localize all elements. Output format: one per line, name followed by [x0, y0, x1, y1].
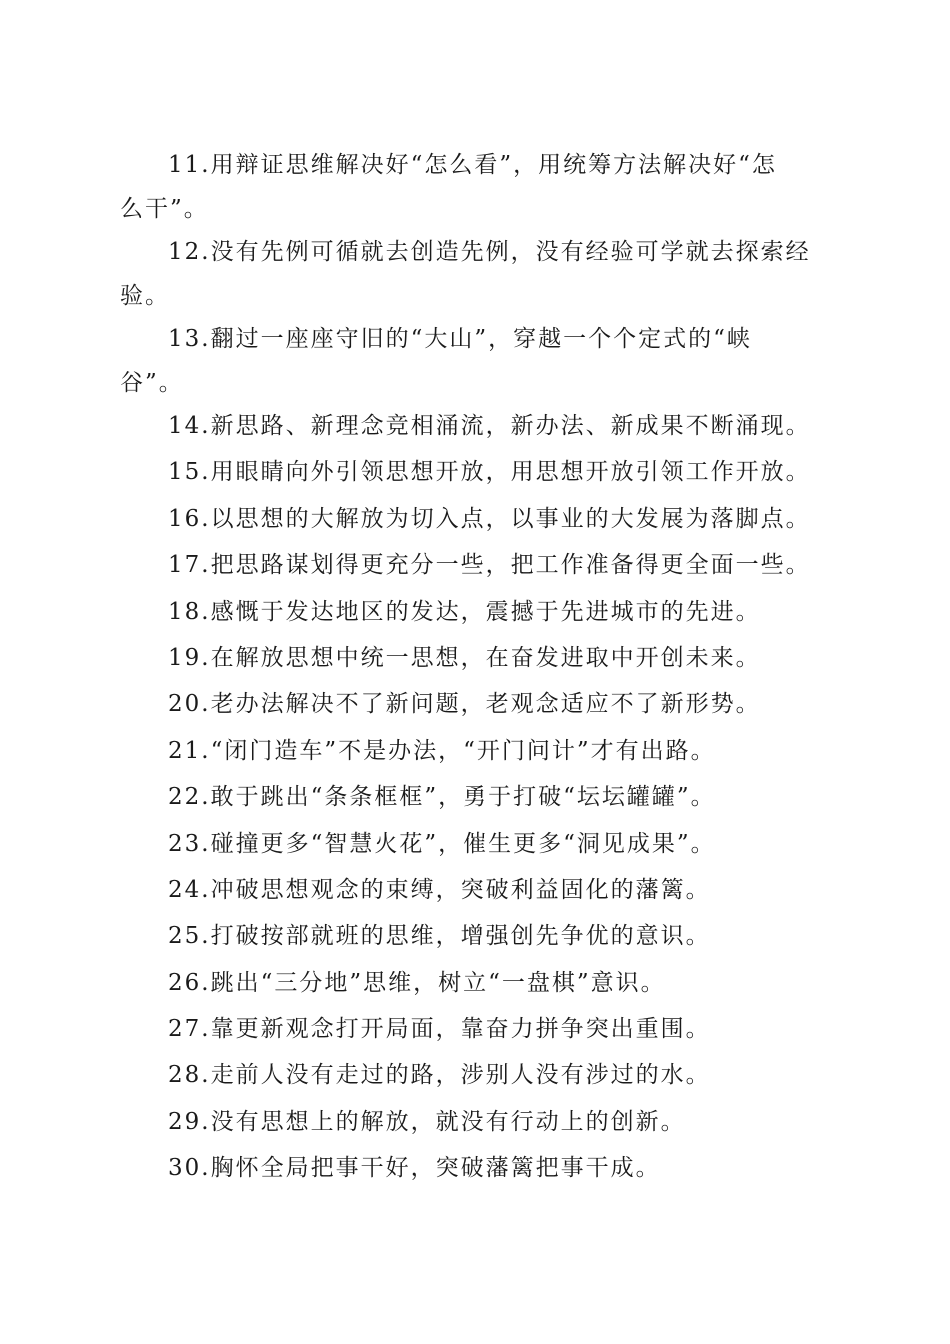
list-item: 16.以思想的大解放为切入点，以事业的大发展为落脚点。: [168, 505, 811, 532]
list-item-line: 么干”。: [120, 195, 209, 222]
list-item: 17.把思路谋划得更充分一些，把工作准备得更全面一些。: [168, 552, 811, 579]
list-item: 27.靠更新观念打开局面，靠奋力拼争突出重围。: [168, 1016, 711, 1043]
list-item: [120, 143, 826, 230]
list-item: 23.碰撞更多“智慧火花”，催生更多“洞见成果”。: [168, 830, 716, 857]
list-item: 25.打破按部就班的思维，增强创先争优的意识。: [168, 923, 711, 950]
list-item: 22.敢于跳出“条条框框”，勇于打破“坛坛罐罐”。: [168, 784, 716, 811]
document-body: [120, 143, 826, 1193]
list-item: 28.走前人没有走过的路，涉别人没有涉过的水。: [168, 1062, 711, 1089]
list-item: [120, 317, 826, 404]
list-item: 24.冲破思想观念的束缚，突破利益固化的藩篱。: [168, 876, 711, 903]
list-item-line: 12.没有先例可循就去创造先例，没有经验可学就去探索经: [168, 239, 811, 265]
list-item: 18.感慨于发达地区的发达，震撼于先进城市的先进。: [168, 598, 761, 625]
list-item: 14.新思路、新理念竞相涌流，新办法、新成果不断涌现。: [168, 413, 811, 439]
list-item: [120, 230, 826, 317]
list-item: 26.跳出“三分地”思维，树立“一盘棋”意识。: [168, 969, 666, 996]
list-item: 15.用眼睛向外引领思想开放，用思想开放引领工作开放。: [168, 459, 811, 486]
list-item-line: 11.用辩证思维解决好“怎么看”，用统筹方法解决好“怎: [168, 152, 777, 178]
list-item-line: 谷”。: [120, 369, 184, 396]
list-item: 30.胸怀全局把事干好，突破藩篱把事干成。: [168, 1155, 661, 1182]
list-item-line: 13.翻过一座座守旧的“大山”，穿越一个个定式的“峡: [168, 326, 752, 352]
list-item: 20.老办法解决不了新问题，老观念适应不了新形势。: [168, 691, 761, 718]
list-item: 21.“闭门造车”不是办法，“开门问计”才有出路。: [168, 737, 716, 764]
list-item: 29.没有思想上的解放，就没有行动上的创新。: [168, 1108, 686, 1135]
list-item: 19.在解放思想中统一思想，在奋发进取中开创未来。: [168, 644, 761, 671]
list-item-line: 验。: [120, 282, 170, 309]
